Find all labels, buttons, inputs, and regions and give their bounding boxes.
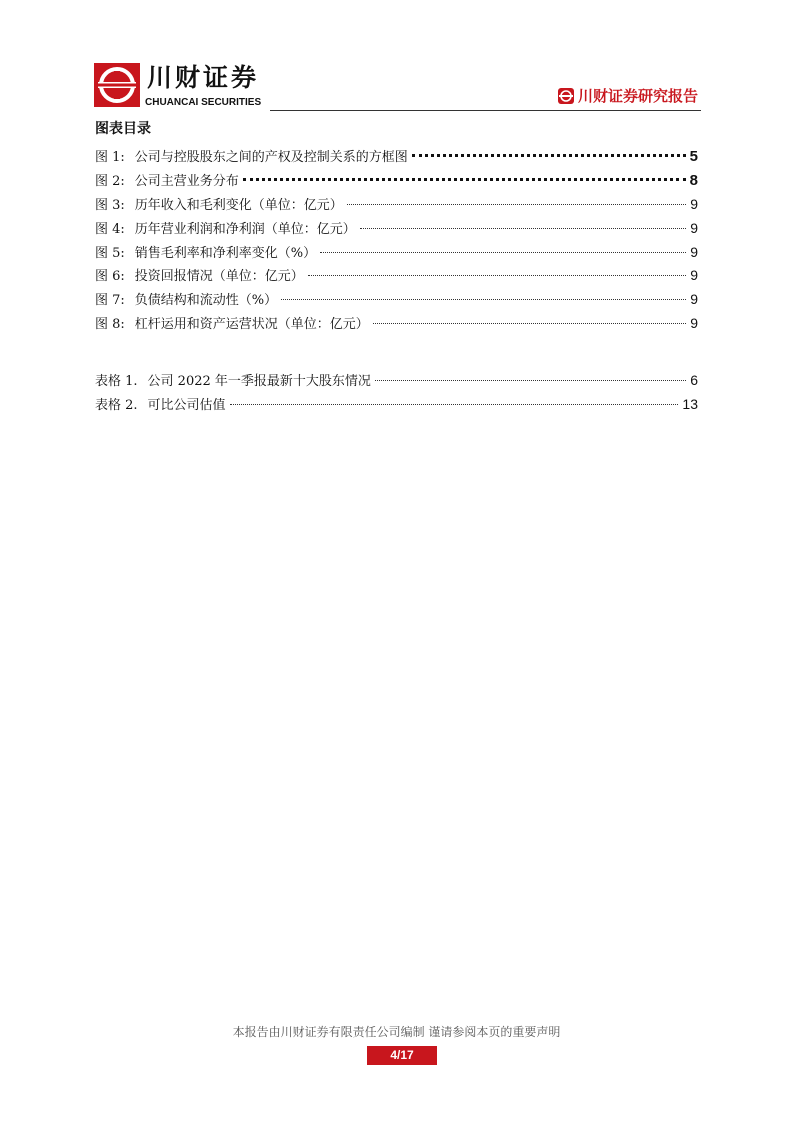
toc-entry-table-1[interactable] xyxy=(95,371,698,395)
toc-label: 图 5: xyxy=(95,245,125,261)
toc-leader xyxy=(347,204,686,205)
toc-leader xyxy=(308,275,686,276)
toc-page: 9 xyxy=(690,314,698,331)
toc-entry-figure-5[interactable] xyxy=(95,243,698,267)
toc-page: 5 xyxy=(689,148,698,165)
toc-entry-figure-7[interactable] xyxy=(95,290,698,314)
toc-entry-figure-8[interactable] xyxy=(95,314,698,338)
toc-page: 13 xyxy=(682,395,698,412)
footer-disclaimer: 本报告由川财证券有限责任公司编制 谨请参阅本页的重要声明 xyxy=(232,1025,561,1039)
toc-label: 图 7: xyxy=(95,293,125,309)
toc-title-text: 投资回报情况（单位：亿元） xyxy=(134,269,304,285)
toc-title-text: 历年营业利润和净利润（单位：亿元） xyxy=(134,222,356,238)
toc-leader xyxy=(243,178,686,181)
tables-list xyxy=(95,371,698,418)
figures-list xyxy=(95,148,698,338)
toc-label: 图 8: xyxy=(95,316,125,332)
toc-label: 图 3: xyxy=(95,198,125,214)
toc-page: 9 xyxy=(690,196,698,213)
toc-entry-figure-1[interactable] xyxy=(95,148,698,172)
toc-leader xyxy=(360,228,686,229)
header-divider xyxy=(270,110,701,111)
toc-label: 图 2: xyxy=(95,173,125,189)
toc-entry-figure-3[interactable] xyxy=(95,195,698,219)
toc-leader xyxy=(320,252,686,253)
toc-leader xyxy=(230,404,679,405)
toc-label: 图 1: xyxy=(95,150,125,165)
toc-label: 图 4: xyxy=(95,222,125,238)
toc-title-text: 销售毛利率和净利率变化（%） xyxy=(134,245,317,261)
company-logo xyxy=(94,63,140,107)
toc-title-text: 历年收入和毛利变化（单位：亿元） xyxy=(134,198,343,214)
toc-leader xyxy=(281,299,686,300)
logo-text-cn: 川财证券 xyxy=(147,63,260,92)
toc-title-text: 负债结构和流动性（%） xyxy=(134,293,278,309)
toc-entry-figure-6[interactable] xyxy=(95,266,698,290)
report-label-text: 川财证券研究报告 xyxy=(577,87,698,105)
logo-text-en: CHUANCAI SECURITIES xyxy=(145,97,262,108)
toc-entry-table-2[interactable] xyxy=(95,395,698,419)
toc-title-text: 公司与控股股东之间的产权及控制关系的方框图 xyxy=(134,150,408,165)
toc-leader xyxy=(412,154,686,157)
toc-page: 8 xyxy=(689,171,698,189)
toc-leader xyxy=(373,323,686,324)
brand-mini-icon xyxy=(558,88,574,104)
toc-title-text: 杠杆运用和资产运营状况（单位：亿元） xyxy=(134,316,369,332)
report-label xyxy=(558,87,698,105)
page-number: 4/17 xyxy=(367,1046,437,1065)
toc-entry-figure-4[interactable] xyxy=(95,219,698,243)
toc-leader xyxy=(375,380,686,381)
toc-label: 表格 2. xyxy=(95,397,138,413)
toc-label: 表格 1. xyxy=(95,374,138,389)
toc-title-text: 可比公司估值 xyxy=(147,397,226,413)
toc-page: 9 xyxy=(690,220,698,237)
toc-title-text: 公司 2022 年一季报最新十大股东情况 xyxy=(147,374,371,389)
toc-title: 图表目录 xyxy=(95,121,151,137)
toc-page: 9 xyxy=(690,267,698,284)
toc-page: 9 xyxy=(690,291,698,308)
toc-page: 6 xyxy=(690,372,698,388)
toc-label: 图 6: xyxy=(95,269,125,285)
toc-entry-figure-2[interactable] xyxy=(95,172,698,196)
toc-title-text: 公司主营业务分布 xyxy=(134,173,239,189)
toc-page: 9 xyxy=(690,243,698,260)
